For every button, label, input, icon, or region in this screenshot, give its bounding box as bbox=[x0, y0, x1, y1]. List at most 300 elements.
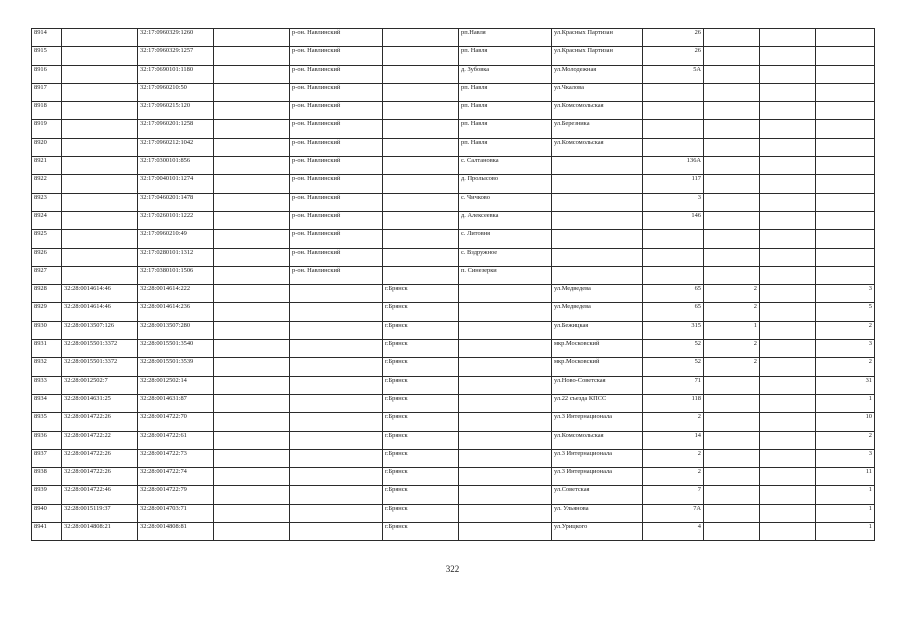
parent-cadastral-number-cell: 32:28:0013507:126 bbox=[62, 321, 138, 339]
cadastral-number-cell: 32:28:0014614:236 bbox=[138, 303, 214, 321]
cadastral-number-cell: 32:28:0014614:222 bbox=[138, 285, 214, 303]
table-row bbox=[32, 29, 875, 47]
building-cell bbox=[704, 431, 760, 449]
column-11-cell bbox=[760, 431, 816, 449]
house-number-cell bbox=[643, 83, 704, 101]
row-number-cell: 8934 bbox=[32, 394, 62, 412]
district-cell bbox=[290, 504, 383, 522]
row-number-cell: 8914 bbox=[32, 29, 62, 47]
row-number-cell: 8917 bbox=[32, 83, 62, 101]
building-cell bbox=[704, 65, 760, 83]
parent-cadastral-number-cell bbox=[62, 230, 138, 248]
column-4-cell bbox=[214, 29, 290, 47]
table-row bbox=[32, 193, 875, 211]
column-4-cell bbox=[214, 504, 290, 522]
parent-cadastral-number-cell: 32:28:0012502:7 bbox=[62, 376, 138, 394]
street-cell: ул.Красных Партизан bbox=[552, 47, 643, 65]
cadastral-number-cell: 32:17:0040101:1274 bbox=[138, 175, 214, 193]
house-number-cell: 65 bbox=[643, 303, 704, 321]
column-4-cell bbox=[214, 321, 290, 339]
column-4-cell bbox=[214, 358, 290, 376]
street-cell bbox=[552, 230, 643, 248]
row-number-cell: 8939 bbox=[32, 486, 62, 504]
apartment-cell bbox=[816, 175, 875, 193]
row-number-cell: 8935 bbox=[32, 413, 62, 431]
district-cell bbox=[290, 340, 383, 358]
column-11-cell bbox=[760, 523, 816, 541]
district-cell: р-он. Навлинский bbox=[290, 120, 383, 138]
table-row bbox=[32, 468, 875, 486]
house-number-cell: 2 bbox=[643, 413, 704, 431]
column-4-cell bbox=[214, 83, 290, 101]
apartment-cell bbox=[816, 248, 875, 266]
column-4-cell bbox=[214, 138, 290, 156]
building-cell: 2 bbox=[704, 285, 760, 303]
apartment-cell: 3 bbox=[816, 340, 875, 358]
street-cell: ул.Медведева bbox=[552, 303, 643, 321]
settlement-cell bbox=[459, 321, 552, 339]
column-4-cell bbox=[214, 266, 290, 284]
city-cell: г.Брянск bbox=[383, 431, 459, 449]
house-number-cell: 5А bbox=[643, 65, 704, 83]
city-cell: г.Брянск bbox=[383, 321, 459, 339]
building-cell bbox=[704, 449, 760, 467]
column-11-cell bbox=[760, 285, 816, 303]
table-row bbox=[32, 120, 875, 138]
house-number-cell bbox=[643, 138, 704, 156]
table-row bbox=[32, 285, 875, 303]
column-4-cell bbox=[214, 211, 290, 229]
table-row bbox=[32, 376, 875, 394]
apartment-cell: 11 bbox=[816, 468, 875, 486]
street-cell: мкр.Московский bbox=[552, 340, 643, 358]
city-cell bbox=[383, 211, 459, 229]
district-cell: р-он. Навлинский bbox=[290, 211, 383, 229]
column-11-cell bbox=[760, 138, 816, 156]
column-11-cell bbox=[760, 266, 816, 284]
parent-cadastral-number-cell bbox=[62, 65, 138, 83]
district-cell bbox=[290, 358, 383, 376]
street-cell: ул. Ульянова bbox=[552, 504, 643, 522]
column-4-cell bbox=[214, 303, 290, 321]
table-row bbox=[32, 449, 875, 467]
table-row bbox=[32, 102, 875, 120]
cadastral-number-cell: 32:28:0013507:280 bbox=[138, 321, 214, 339]
cadastral-number-cell: 32:17:0690101:1180 bbox=[138, 65, 214, 83]
table-row bbox=[32, 138, 875, 156]
cadastral-number-cell: 32:17:0380101:1506 bbox=[138, 266, 214, 284]
column-4-cell bbox=[214, 449, 290, 467]
settlement-cell bbox=[459, 449, 552, 467]
column-4-cell bbox=[214, 468, 290, 486]
city-cell bbox=[383, 29, 459, 47]
table-row bbox=[32, 266, 875, 284]
row-number-cell: 8925 bbox=[32, 230, 62, 248]
building-cell: 1 bbox=[704, 321, 760, 339]
street-cell: мкр.Московский bbox=[552, 358, 643, 376]
cadastral-number-cell: 32:17:0960210:50 bbox=[138, 83, 214, 101]
street-cell: ул.Урицкого bbox=[552, 523, 643, 541]
parent-cadastral-number-cell: 32:28:0014722:46 bbox=[62, 486, 138, 504]
apartment-cell bbox=[816, 157, 875, 175]
cadastral-number-cell: 32:28:0014808:81 bbox=[138, 523, 214, 541]
settlement-cell: рп. Навля bbox=[459, 102, 552, 120]
row-number-cell: 8929 bbox=[32, 303, 62, 321]
row-number-cell: 8920 bbox=[32, 138, 62, 156]
house-number-cell: 3 bbox=[643, 193, 704, 211]
building-cell: 2 bbox=[704, 340, 760, 358]
building-cell bbox=[704, 211, 760, 229]
house-number-cell: 52 bbox=[643, 358, 704, 376]
cadastral-number-cell: 32:28:0014722:74 bbox=[138, 468, 214, 486]
district-cell: р-он. Навлинский bbox=[290, 248, 383, 266]
apartment-cell bbox=[816, 47, 875, 65]
parent-cadastral-number-cell: 32:28:0014808:21 bbox=[62, 523, 138, 541]
house-number-cell: 4 bbox=[643, 523, 704, 541]
table-row bbox=[32, 303, 875, 321]
cadastral-number-cell: 32:28:0015501:3540 bbox=[138, 340, 214, 358]
parent-cadastral-number-cell: 32:28:0015501:3372 bbox=[62, 358, 138, 376]
building-cell bbox=[704, 138, 760, 156]
table-row bbox=[32, 157, 875, 175]
column-4-cell bbox=[214, 120, 290, 138]
street-cell bbox=[552, 248, 643, 266]
row-number-cell: 8938 bbox=[32, 468, 62, 486]
page-number: 322 bbox=[445, 564, 460, 574]
district-cell bbox=[290, 394, 383, 412]
table-row bbox=[32, 431, 875, 449]
house-number-cell: 118 bbox=[643, 394, 704, 412]
street-cell bbox=[552, 193, 643, 211]
settlement-cell bbox=[459, 358, 552, 376]
house-number-cell: 146 bbox=[643, 211, 704, 229]
apartment-cell: 10 bbox=[816, 413, 875, 431]
house-number-cell: 65 bbox=[643, 285, 704, 303]
column-4-cell bbox=[214, 193, 290, 211]
street-cell: ул.Комсомольская bbox=[552, 102, 643, 120]
row-number-cell: 8918 bbox=[32, 102, 62, 120]
city-cell bbox=[383, 65, 459, 83]
settlement-cell bbox=[459, 285, 552, 303]
city-cell bbox=[383, 157, 459, 175]
column-4-cell bbox=[214, 65, 290, 83]
column-11-cell bbox=[760, 413, 816, 431]
settlement-cell: п. Синезерки bbox=[459, 266, 552, 284]
parent-cadastral-number-cell bbox=[62, 29, 138, 47]
parent-cadastral-number-cell: 32:28:0014722:26 bbox=[62, 449, 138, 467]
table-body bbox=[32, 29, 875, 541]
settlement-cell bbox=[459, 468, 552, 486]
row-number-cell: 8928 bbox=[32, 285, 62, 303]
house-number-cell bbox=[643, 120, 704, 138]
column-4-cell bbox=[214, 248, 290, 266]
street-cell: ул.Медведева bbox=[552, 285, 643, 303]
city-cell bbox=[383, 193, 459, 211]
column-11-cell bbox=[760, 376, 816, 394]
house-number-cell: 136А bbox=[643, 157, 704, 175]
cadastral-number-cell: 32:17:0960215:120 bbox=[138, 102, 214, 120]
city-cell: г.Брянск bbox=[383, 376, 459, 394]
parent-cadastral-number-cell bbox=[62, 266, 138, 284]
row-number-cell: 8931 bbox=[32, 340, 62, 358]
parent-cadastral-number-cell bbox=[62, 83, 138, 101]
city-cell: г.Брянск bbox=[383, 303, 459, 321]
column-11-cell bbox=[760, 486, 816, 504]
column-11-cell bbox=[760, 211, 816, 229]
parent-cadastral-number-cell: 32:28:0015501:3372 bbox=[62, 340, 138, 358]
column-4-cell bbox=[214, 486, 290, 504]
cadastral-number-cell: 32:17:0960212:1042 bbox=[138, 138, 214, 156]
apartment-cell bbox=[816, 138, 875, 156]
registry-table bbox=[31, 28, 875, 541]
apartment-cell bbox=[816, 120, 875, 138]
column-11-cell bbox=[760, 65, 816, 83]
table-row bbox=[32, 211, 875, 229]
column-4-cell bbox=[214, 102, 290, 120]
city-cell: г.Брянск bbox=[383, 340, 459, 358]
city-cell bbox=[383, 175, 459, 193]
row-number-cell: 8926 bbox=[32, 248, 62, 266]
cadastral-number-cell: 32:17:0260101:1222 bbox=[138, 211, 214, 229]
column-4-cell bbox=[214, 157, 290, 175]
city-cell bbox=[383, 120, 459, 138]
table-row bbox=[32, 523, 875, 541]
column-11-cell bbox=[760, 303, 816, 321]
cadastral-number-cell: 32:28:0012502:14 bbox=[138, 376, 214, 394]
cadastral-number-cell: 32:28:0014722:79 bbox=[138, 486, 214, 504]
parent-cadastral-number-cell: 32:28:0014614:46 bbox=[62, 303, 138, 321]
building-cell bbox=[704, 83, 760, 101]
building-cell bbox=[704, 486, 760, 504]
cadastral-number-cell: 32:28:0014631:87 bbox=[138, 394, 214, 412]
row-number-cell: 8927 bbox=[32, 266, 62, 284]
cadastral-number-cell: 32:17:0960329:1260 bbox=[138, 29, 214, 47]
district-cell: р-он. Навлинский bbox=[290, 230, 383, 248]
row-number-cell: 8915 bbox=[32, 47, 62, 65]
table-row bbox=[32, 486, 875, 504]
building-cell bbox=[704, 29, 760, 47]
parent-cadastral-number-cell bbox=[62, 47, 138, 65]
table-row bbox=[32, 358, 875, 376]
settlement-cell: рп. Навля bbox=[459, 47, 552, 65]
house-number-cell: 7 bbox=[643, 486, 704, 504]
district-cell bbox=[290, 285, 383, 303]
settlement-cell: с. Вздружное bbox=[459, 248, 552, 266]
table-row bbox=[32, 413, 875, 431]
district-cell bbox=[290, 486, 383, 504]
apartment-cell: 1 bbox=[816, 394, 875, 412]
street-cell: ул.3 Интернационала bbox=[552, 449, 643, 467]
city-cell: г.Брянск bbox=[383, 449, 459, 467]
column-11-cell bbox=[760, 321, 816, 339]
street-cell: ул.Молодежная bbox=[552, 65, 643, 83]
apartment-cell: 5 bbox=[816, 303, 875, 321]
district-cell bbox=[290, 523, 383, 541]
row-number-cell: 8922 bbox=[32, 175, 62, 193]
settlement-cell: д. Алексеевка bbox=[459, 211, 552, 229]
row-number-cell: 8933 bbox=[32, 376, 62, 394]
table-row bbox=[32, 47, 875, 65]
house-number-cell: 2 bbox=[643, 449, 704, 467]
column-11-cell bbox=[760, 120, 816, 138]
cadastral-number-cell: 32:17:0280101:1312 bbox=[138, 248, 214, 266]
parent-cadastral-number-cell: 32:28:0014722:26 bbox=[62, 468, 138, 486]
row-number-cell: 8941 bbox=[32, 523, 62, 541]
row-number-cell: 8940 bbox=[32, 504, 62, 522]
column-4-cell bbox=[214, 394, 290, 412]
apartment-cell bbox=[816, 65, 875, 83]
city-cell: г.Брянск bbox=[383, 523, 459, 541]
building-cell bbox=[704, 120, 760, 138]
parent-cadastral-number-cell: 32:28:0014614:46 bbox=[62, 285, 138, 303]
street-cell: ул.Чкалова bbox=[552, 83, 643, 101]
column-4-cell bbox=[214, 175, 290, 193]
row-number-cell: 8923 bbox=[32, 193, 62, 211]
parent-cadastral-number-cell: 32:28:0014722:26 bbox=[62, 413, 138, 431]
district-cell bbox=[290, 413, 383, 431]
street-cell bbox=[552, 157, 643, 175]
apartment-cell bbox=[816, 29, 875, 47]
district-cell: р-он. Навлинский bbox=[290, 175, 383, 193]
city-cell bbox=[383, 266, 459, 284]
street-cell bbox=[552, 175, 643, 193]
column-4-cell bbox=[214, 340, 290, 358]
row-number-cell: 8916 bbox=[32, 65, 62, 83]
house-number-cell: 26 bbox=[643, 29, 704, 47]
settlement-cell: рп. Навля bbox=[459, 138, 552, 156]
building-cell bbox=[704, 157, 760, 175]
settlement-cell: с. Литовня bbox=[459, 230, 552, 248]
column-11-cell bbox=[760, 468, 816, 486]
house-number-cell: 52 bbox=[643, 340, 704, 358]
cadastral-number-cell: 32:17:0960329:1257 bbox=[138, 47, 214, 65]
column-11-cell bbox=[760, 83, 816, 101]
street-cell: ул.22 съезда КПСС bbox=[552, 394, 643, 412]
apartment-cell bbox=[816, 193, 875, 211]
parent-cadastral-number-cell bbox=[62, 120, 138, 138]
district-cell: р-он. Навлинский bbox=[290, 193, 383, 211]
apartment-cell: 1 bbox=[816, 504, 875, 522]
street-cell: ул.Бежицкая bbox=[552, 321, 643, 339]
column-11-cell bbox=[760, 248, 816, 266]
cadastral-number-cell: 32:17:0960201:1258 bbox=[138, 120, 214, 138]
column-11-cell bbox=[760, 193, 816, 211]
column-11-cell bbox=[760, 358, 816, 376]
district-cell: р-он. Навлинский bbox=[290, 29, 383, 47]
district-cell bbox=[290, 449, 383, 467]
building-cell bbox=[704, 468, 760, 486]
column-11-cell bbox=[760, 102, 816, 120]
parent-cadastral-number-cell bbox=[62, 157, 138, 175]
house-number-cell: 315 bbox=[643, 321, 704, 339]
house-number-cell: 2 bbox=[643, 468, 704, 486]
settlement-cell: с. Чичково bbox=[459, 193, 552, 211]
house-number-cell: 14 bbox=[643, 431, 704, 449]
district-cell bbox=[290, 431, 383, 449]
apartment-cell: 2 bbox=[816, 358, 875, 376]
row-number-cell: 8924 bbox=[32, 211, 62, 229]
column-4-cell bbox=[214, 285, 290, 303]
building-cell bbox=[704, 175, 760, 193]
district-cell bbox=[290, 303, 383, 321]
building-cell bbox=[704, 523, 760, 541]
building-cell bbox=[704, 248, 760, 266]
column-4-cell bbox=[214, 47, 290, 65]
cadastral-number-cell: 32:17:0460201:1478 bbox=[138, 193, 214, 211]
column-11-cell bbox=[760, 340, 816, 358]
cadastral-number-cell: 32:28:0014722:61 bbox=[138, 431, 214, 449]
building-cell bbox=[704, 266, 760, 284]
building-cell bbox=[704, 413, 760, 431]
house-number-cell: 26 bbox=[643, 47, 704, 65]
column-11-cell bbox=[760, 394, 816, 412]
district-cell: р-он. Навлинский bbox=[290, 138, 383, 156]
settlement-cell: рп.Навля bbox=[459, 29, 552, 47]
table-row bbox=[32, 83, 875, 101]
table-row bbox=[32, 65, 875, 83]
column-11-cell bbox=[760, 157, 816, 175]
street-cell: ул.3 Интернационала bbox=[552, 413, 643, 431]
house-number-cell: 71 bbox=[643, 376, 704, 394]
parent-cadastral-number-cell: 32:28:0014722:22 bbox=[62, 431, 138, 449]
parent-cadastral-number-cell bbox=[62, 175, 138, 193]
street-cell: ул.Комсомольская bbox=[552, 138, 643, 156]
column-4-cell bbox=[214, 413, 290, 431]
parent-cadastral-number-cell bbox=[62, 138, 138, 156]
street-cell: ул.Красных Партизан bbox=[552, 29, 643, 47]
column-11-cell bbox=[760, 175, 816, 193]
city-cell: г.Брянск bbox=[383, 285, 459, 303]
row-number-cell: 8921 bbox=[32, 157, 62, 175]
house-number-cell: 7А bbox=[643, 504, 704, 522]
settlement-cell bbox=[459, 413, 552, 431]
settlement-cell bbox=[459, 431, 552, 449]
cadastral-number-cell: 32:28:0014703:71 bbox=[138, 504, 214, 522]
district-cell: р-он. Навлинский bbox=[290, 83, 383, 101]
row-number-cell: 8936 bbox=[32, 431, 62, 449]
city-cell: г.Брянск bbox=[383, 394, 459, 412]
column-11-cell bbox=[760, 504, 816, 522]
apartment-cell bbox=[816, 230, 875, 248]
settlement-cell: рп. Навля bbox=[459, 120, 552, 138]
house-number-cell bbox=[643, 266, 704, 284]
apartment-cell: 1 bbox=[816, 523, 875, 541]
apartment-cell: 2 bbox=[816, 431, 875, 449]
city-cell: г.Брянск bbox=[383, 413, 459, 431]
apartment-cell bbox=[816, 211, 875, 229]
street-cell: ул.Комсомольская bbox=[552, 431, 643, 449]
building-cell bbox=[704, 504, 760, 522]
city-cell bbox=[383, 102, 459, 120]
parent-cadastral-number-cell: 32:28:0014631:25 bbox=[62, 394, 138, 412]
settlement-cell: с. Салтановка bbox=[459, 157, 552, 175]
table-row bbox=[32, 248, 875, 266]
city-cell: г.Брянск bbox=[383, 468, 459, 486]
apartment-cell bbox=[816, 102, 875, 120]
settlement-cell bbox=[459, 394, 552, 412]
parent-cadastral-number-cell: 32:28:0015119:37 bbox=[62, 504, 138, 522]
building-cell bbox=[704, 47, 760, 65]
building-cell: 2 bbox=[704, 358, 760, 376]
parent-cadastral-number-cell bbox=[62, 248, 138, 266]
district-cell: р-он. Навлинский bbox=[290, 266, 383, 284]
row-number-cell: 8937 bbox=[32, 449, 62, 467]
district-cell: р-он. Навлинский bbox=[290, 65, 383, 83]
apartment-cell: 2 bbox=[816, 321, 875, 339]
cadastral-number-cell: 32:28:0014722:73 bbox=[138, 449, 214, 467]
house-number-cell: 117 bbox=[643, 175, 704, 193]
district-cell bbox=[290, 376, 383, 394]
